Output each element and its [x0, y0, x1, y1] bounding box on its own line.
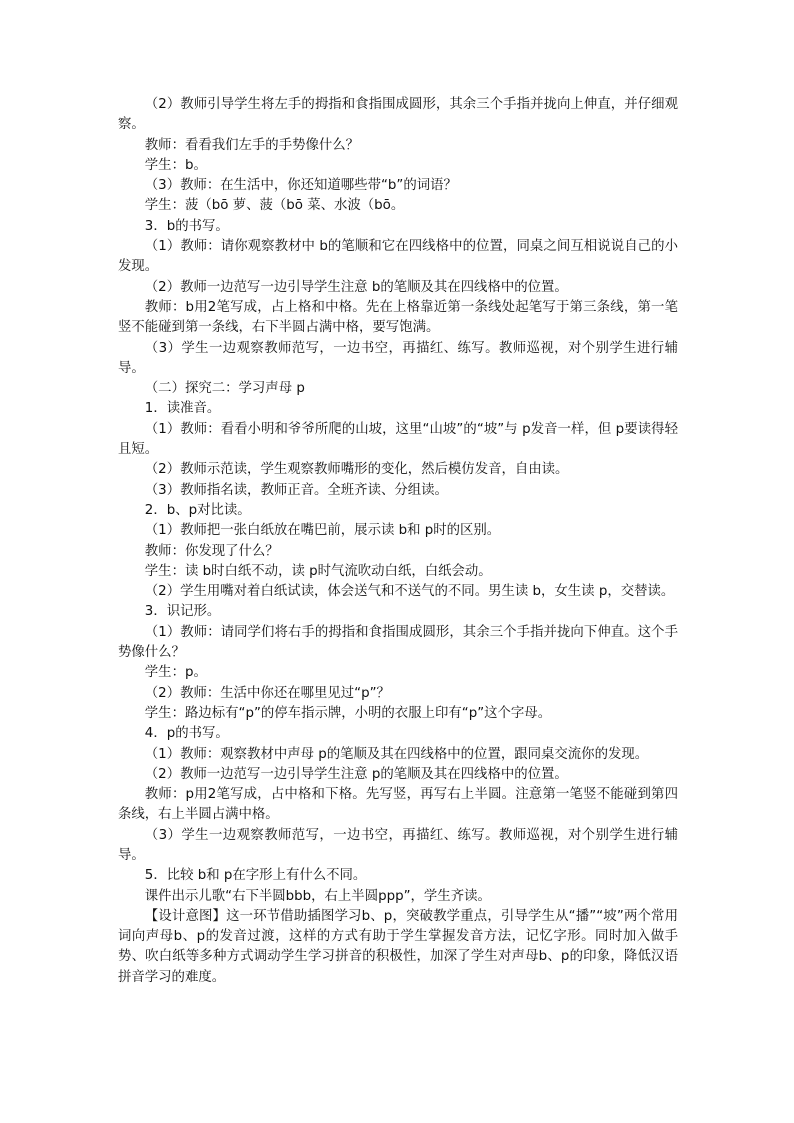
paragraph: 教师：看看我们左手的手势像什么？: [144, 137, 360, 153]
paragraph: （2）学生用嘴对着白纸试读，体会送气和不送气的不同。男生读 b，女生读 p，交替读。: [144, 584, 675, 600]
section-heading: 3．识记形。: [144, 604, 221, 620]
paragraph: （1）教师：观察教材中声母 p的笔顺及其在四线格中的位置，跟同桌交流你的发现。: [144, 746, 649, 762]
paragraph: 学生：菠（bō 萝、菠（bō 菜、水波（bō。: [144, 198, 405, 214]
paragraph: 学生：读 b时白纸不动，读 p时气流吹动白纸，白纸会动。: [144, 563, 492, 579]
section-heading: （二）探究二：学习声母 p: [144, 381, 305, 397]
paragraph: （2）教师：生活中你还在哪里见过“p”？: [144, 685, 390, 701]
paragraph: 学生：p。: [144, 665, 207, 681]
paragraph: 学生：b。: [144, 157, 207, 173]
paragraph: （1）教师把一张白纸放在嘴巴前，展示读 b和 p时的区别。: [144, 523, 501, 539]
paragraph: （3）教师指名读，教师正音。全班齐读、分组读。: [144, 482, 448, 498]
section-heading: 1．读准音。: [144, 401, 221, 417]
paragraph: （1）教师：请同学们将右手的拇指和食指围成圆形，其余三个手指并拢向下伸直。这个手势像什么？: [118, 624, 678, 661]
paragraph: 教师：b用2笔写成，占上格和中格。先在上格靠近第一条线处起笔写于第三条线，第一笔竖不能碰到第一条线，右下半圆占满中格，要写饱满。: [118, 299, 678, 336]
section-heading: 2．b、p对比读。: [144, 502, 251, 518]
paragraph: （2）教师一边范写一边引导学生注意 b的笔顺及其在四线格中的位置。: [144, 279, 568, 295]
section-heading: 4．p的书写。: [144, 726, 229, 742]
paragraph: （2）教师一边范写一边引导学生注意 p的笔顺及其在四线格中的位置。: [144, 766, 568, 782]
paragraph: （3）教师：在生活中，你还知道哪些带“b”的词语？: [144, 178, 457, 194]
paragraph: （2）教师引导学生将左手的拇指和食指围成圆形，其余三个手指并拢向上伸直，并仔细观察。: [118, 97, 678, 133]
paragraph: （1）教师：看看小明和爷爷所爬的山坡，这里“山坡”的“坡”与 p发音一样，但 p要读得轻且短。: [118, 421, 678, 458]
section-heading: 5．比较 b和 p在字形上有什么不同。: [144, 868, 367, 884]
paragraph: （1）教师：请你观察教材中 b的笔顺和它在四线格中的位置，同桌之间互相说说自己的小发现。: [118, 239, 678, 275]
design-intent-paragraph: 【设计意图】这一环节借助插图学习b、p，突破教学重点，引导学生从“播”“坡”两个常用词向声母b、p的发音过渡，这样的方式有助于学生掌握发音方法，记忆字形。同时加入做手势、吹白纸等多种方式调动学生学习拼音的积极性，加深了学生对声母b、p的印象，降低汉语拼音学习的难度。: [118, 908, 678, 985]
section-heading: 3．b的书写。: [144, 218, 229, 234]
paragraph: （2）教师示范读，学生观察教师嘴形的变化，然后模仿发音，自由读。: [144, 462, 569, 478]
paragraph: 教师：p用2笔写成，占中格和下格。先写竖，再写右上半圆。注意第一笔竖不能碰到第四条线，右上半圆占满中格。: [118, 787, 678, 823]
document-body: [118, 95, 678, 988]
paragraph: 课件出示儿歌“右下半圆bbb，右上半圆ppp”，学生齐读。: [144, 888, 491, 904]
paragraph: （3）学生一边观察教师范写，一边书空，再描红、练写。教师巡视，对个别学生进行辅导。: [118, 827, 678, 863]
paragraph: 学生：路边标有“p”的停车指示牌，小明的衣服上印有“p”这个字母。: [144, 705, 552, 721]
paragraph: （3）学生一边观察教师范写，一边书空，再描红、练写。教师巡视，对个别学生进行辅导。: [118, 340, 678, 376]
paragraph: 教师：你发现了什么？: [144, 543, 279, 559]
